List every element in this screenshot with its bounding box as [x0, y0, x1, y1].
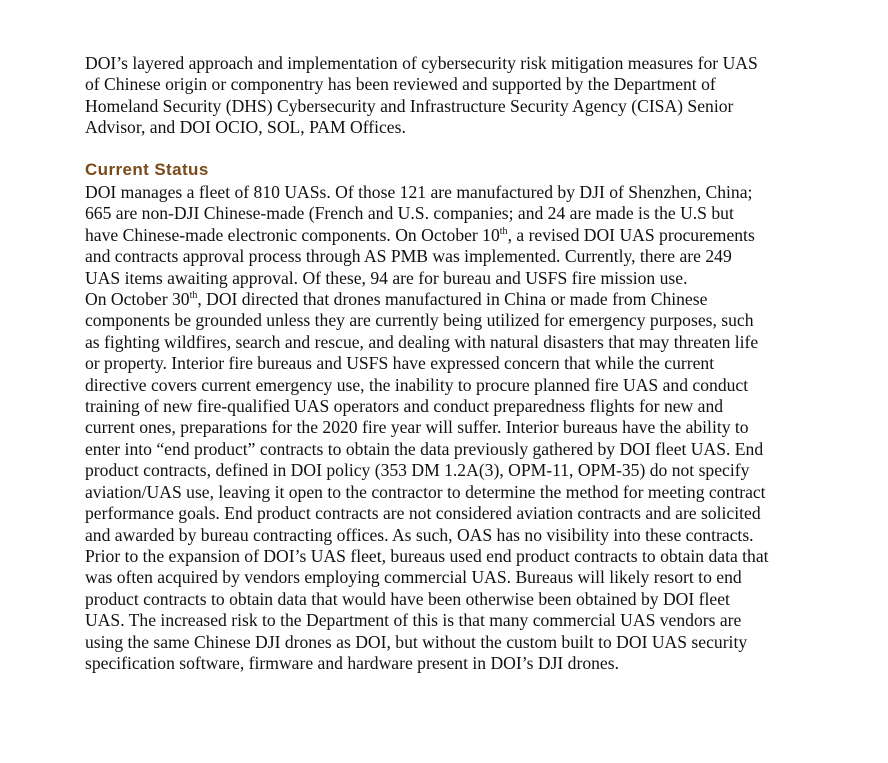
status-line: and awarded by bureau contracting offices. As such, OAS has no visibility into these contracts.: [85, 524, 754, 545]
current-status-paragraph: [85, 182, 825, 674]
status-line: components be grounded unless they are currently being utilized for emergency purposes, such: [85, 310, 754, 331]
status-line: using the same Chinese DJI drones as DOI, but without the custom built to DOI UAS security: [85, 631, 748, 652]
intro-line: Advisor, and DOI OCIO, SOL, PAM Offices.: [85, 117, 406, 138]
status-line: Prior to the expansion of DOI’s UAS fleet, bureaus used end product contracts to obtain data that: [85, 545, 769, 566]
status-line: UAS items awaiting approval. Of these, 94 are for bureau and USFS fire mission use.: [85, 267, 688, 288]
status-line: current ones, preparations for the 2020 fire year will suffer. Interior bureaus have the ability to: [85, 417, 749, 438]
status-line: aviation/UAS use, leaving it open to the contractor to determine the method for meeting contract: [85, 481, 766, 502]
status-line: directive covers current emergency use, the inability to procure planned fire UAS and conduct: [85, 374, 749, 395]
status-line: 665 are non-DJI Chinese-made (French and U.S. companies; and 24 are made is the U.S but: [85, 203, 734, 224]
status-text: , DOI directed that drones manufactured in China or made from Chinese: [197, 289, 708, 310]
intro-line: Homeland Security (DHS) Cybersecurity and Infrastructure Security Agency (CISA) Senior: [85, 95, 734, 116]
status-text: , a revised DOI UAS procurements: [507, 224, 755, 245]
status-line: or property. Interior fire bureaus and USFS have expressed concern that while the current: [85, 353, 715, 374]
status-line: DOI manages a fleet of 810 UASs. Of those 121 are manufactured by DJI of Shenzhen, China;: [85, 182, 753, 202]
status-line: [85, 289, 825, 310]
status-line: product contracts to obtain data that would have been otherwise been obtained by DOI fleet: [85, 588, 730, 609]
ordinal-suffix: th: [189, 290, 198, 302]
intro-line: DOI’s layered approach and implementation of cybersecurity risk mitigation measures for UAS: [85, 53, 758, 73]
status-line: specification software, firmware and hardware present in DOI’s DJI drones.: [85, 652, 619, 673]
status-text: have Chinese-made electronic components. On October 10: [85, 224, 500, 245]
status-line: as fighting wildfires, search and rescue, and dealing with natural disasters that may threaten life: [85, 331, 759, 352]
status-line: training of new fire-qualified UAS operators and conduct preparedness flights for new and: [85, 396, 724, 417]
status-line: [85, 225, 825, 246]
status-line: was often acquired by vendors employing commercial UAS. Bureaus will likely resort to end: [85, 567, 742, 588]
status-line: and contracts approval process through AS PMB was implemented. Currently, there are 249: [85, 246, 732, 267]
intro-paragraph: [85, 53, 820, 139]
status-line: enter into “end product” contracts to obtain the data previously gathered by DOI fleet UAS. End: [85, 438, 764, 459]
ordinal-suffix: th: [499, 225, 508, 237]
intro-line: of Chinese origin or componentry has been reviewed and supported by the Department of: [85, 74, 716, 95]
status-line: performance goals. End product contracts are not considered aviation contracts and are solicited: [85, 503, 761, 524]
status-line: product contracts, defined in DOI policy (353 DM 1.2A(3), OPM-11, OPM-35) do not specify: [85, 460, 750, 481]
status-line: UAS. The increased risk to the Department of this is that many commercial UAS vendors are: [85, 610, 742, 631]
section-heading: Current Status: [85, 160, 209, 179]
status-text: On October 30: [85, 289, 190, 310]
